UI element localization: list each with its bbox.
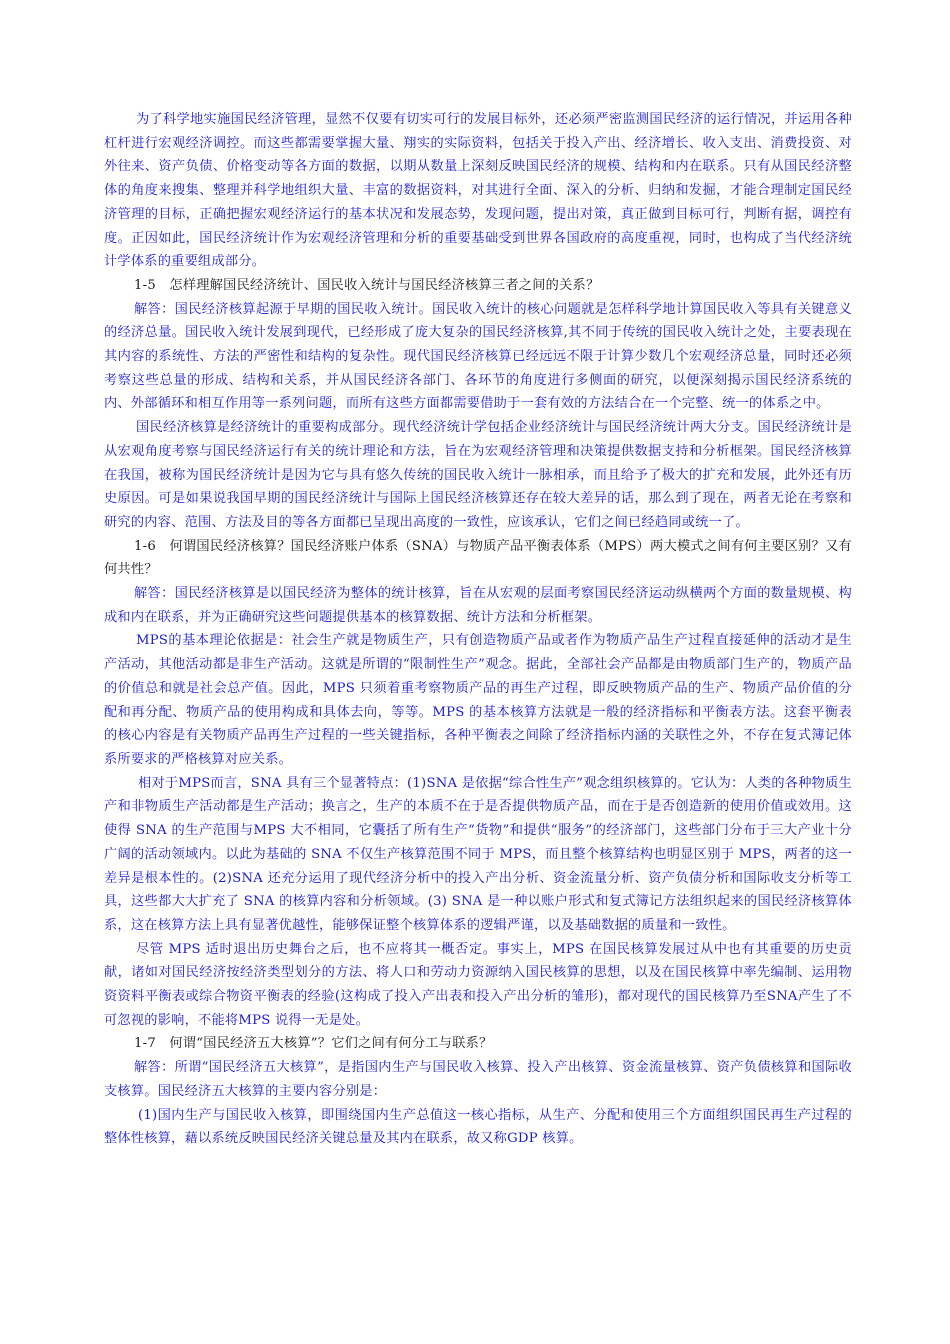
document-page (104, 108, 852, 1151)
paragraph-1-5-continued: 国民经济核算是经济统计的重要构成部分。现代经济统计学包括企业经济统计与国民经济统计两大分支。国民经济统计是从宏观角度考察与国民经济运行有关的统计理论和方法，旨在为宏观经济管理和决策提供数据支持和分析框架。国民经济核算在我国，被称为国民经济统计是因为它与具有悠久传统的国民收入统计一脉相承，而且给予了极大的扩充和发展，此外还有历史原因。可是如果说我国早期的国民经济统计与国际上国民经济核算还存在较大差异的话，那么到了现在，两者无论在考察和研究的内容、范围、方法及目的等各方面都已呈现出高度的一致性，应该承认，它们之间已经趋同或统一了。 (104, 420, 852, 530)
question-1-6: 1-6 何谓国民经济核算？国民经济账户体系（SNA）与物质产品平衡表体系（MPS）两大模式之间有何主要区别？又有何共性？ (104, 538, 852, 578)
answer-1-5: 解答：国民经济核算起源于早期的国民收入统计。国民收入统计的核心问题就是怎样科学地计算国民收入等具有关键意义的经济总量。国民收入统计发展到现代，已经形成了庞大复杂的国民经济核算,其不同于传统的国民收入统计之处，主要表现在其内容的系统性、方法的严密性和结构的复杂性。现代国民经济核算已经远远不限于计算少数几个宏观经济总量，同时还必须考察这些总量的形成、结构和关系，并从国民经济各部门、各环节的角度进行多侧面的研究，以便深刻揭示国民经济系统的内、外部循环和相互作用等一系列问题，而所有这些方面都需要借助于一套有效的方法结合在一个完整、统一的体系之中。 (104, 301, 852, 412)
paragraph-mps: MPS的基本理论依据是：社会生产就是物质生产，只有创造物质产品或者作为物质产品生产过程直接延伸的活动才是生产活动，其他活动都是非生产活动。这就是所谓的“限制性生产”观念。据此，全部社会产品都是由物质部门生产的，物质产品的价值总和就是社会总产值。因此，MPS 只须着重考察物质产品的再生产过程，即反映物质产品的生产、物质产品价值的分配和再分配、物质产品的使用构成和具体去向，等等。MPS 的基本核算方法就是一般的经济指标和平衡表方法。这套平衡表的核心内容是有关物质产品再生产过程的一些关键指标，各种平衡表之间除了经济指标内涵的关联性之外，不存在复式簿记体系所要求的严格核算对应关系。 (104, 633, 852, 767)
paragraph-mps-contribution: 尽管 MPS 适时退出历史舞台之后，也不应将其一概否定。事实上，MPS 在国民核算发展过从中也有其重要的历史贡献，诸如对国民经济按经济类型划分的方法、将人口和劳动力资源纳入国民核算的思想，以及在国民核算中率先编制、运用物资资料平衡表或综合物资平衡表的经验(这构成了投入产出表和投入产出分析的雏形)，都对现代的国民核算乃至SNA产生了不可忽视的影响，不能将MPS 说得一无是处。 (104, 941, 852, 1028)
paragraph-gdp-accounting: (1)国内生产与国民收入核算，即围绕国内生产总值这一核心指标，从生产、分配和使用三个方面组织国民再生产过程的整体性核算，藉以系统反映国民经济关键总量及其内在联系，故又称GDP 核算。 (104, 1107, 852, 1147)
answer-1-6: 解答：国民经济核算是以国民经济为整体的统计核算，旨在从宏观的层面考察国民经济运动纵横两个方面的数量规模、构成和内在联系，并为正确研究这些问题提供基本的核算数据、统计方法和分析框架。 (104, 586, 852, 625)
question-1-7: 1-7 何谓“国民经济五大核算”？它们之间有何分工与联系？ (134, 1036, 493, 1052)
question-1-5: 1-5 怎样理解国民经济统计、国民收入统计与国民经济核算三者之间的关系？ (134, 277, 600, 293)
paragraph-sna: 相对于MPS而言，SNA 具有三个显著特点：(1)SNA 是依据“综合性生产”观念组织核算的。它认为：人类的各种物质生产和非物质生产活动都是生产活动；换言之，生产的本质不在于是否提供物质产品，而在于是否创造新的使用价值或效用。这使得 SNA 的生产范围与MPS 大不相同，它囊括了所有生产“货物”和提供“服务”的经济部门，这些部门分布于三大产业十分广阔的活动领域内。以此为基础的 SNA 不仅生产核算范围不同于 MPS，而且整个核算结构也明显区别于 MPS，两者的这一差异是根本性的。(2)SNA 还充分运用了现代经济分析中的投入产出分析、资金流量分析、资产负债分析和国际收支分析等工具，这些都大大扩充了 SNA 的核算内容和分析领域。(3) SNA 是一种以账户形式和复式簿记方法组织起来的国民经济核算体系，这在核算方法上具有显著优越性，能够保证整个核算体系的逻辑严谨，以及基础数据的质量和一致性。 (104, 775, 852, 933)
paragraph-intro: 为了科学地实施国民经济管理，显然不仅要有切实可行的发展目标外，还必须严密监测国民经济的运行情况，并运用各种杠杆进行宏观经济调控。而这些都需要掌握大量、翔实的实际资料，包括关于投入产出、经济增长、收入支出、消费投资、对外往来、资产负债、价格变动等各方面的数据，以期从数量上深刻反映国民经济的规模、结构和内在联系。只有从国民经济整体的角度来搜集、整理并科学地组织大量、丰富的数据资料，对其进行全面、深入的分析、归纳和发掘，才能合理制定国民经济管理的目标，正确把握宏观经济运行的基本状况和发展态势，发现问题，提出对策，真正做到目标可行，判断有据，调控有度。正因如此，国民经济统计作为宏观经济管理和分析的重要基础受到世界各国政府的高度重视，同时，也构成了当代经济统计学体系的重要组成部分。 (104, 112, 852, 270)
answer-1-7: 解答：所谓“国民经济五大核算”，是指国内生产与国民收入核算、投入产出核算、资金流量核算、资产负债核算和国际收支核算。国民经济五大核算的主要内容分别是： (104, 1060, 852, 1099)
